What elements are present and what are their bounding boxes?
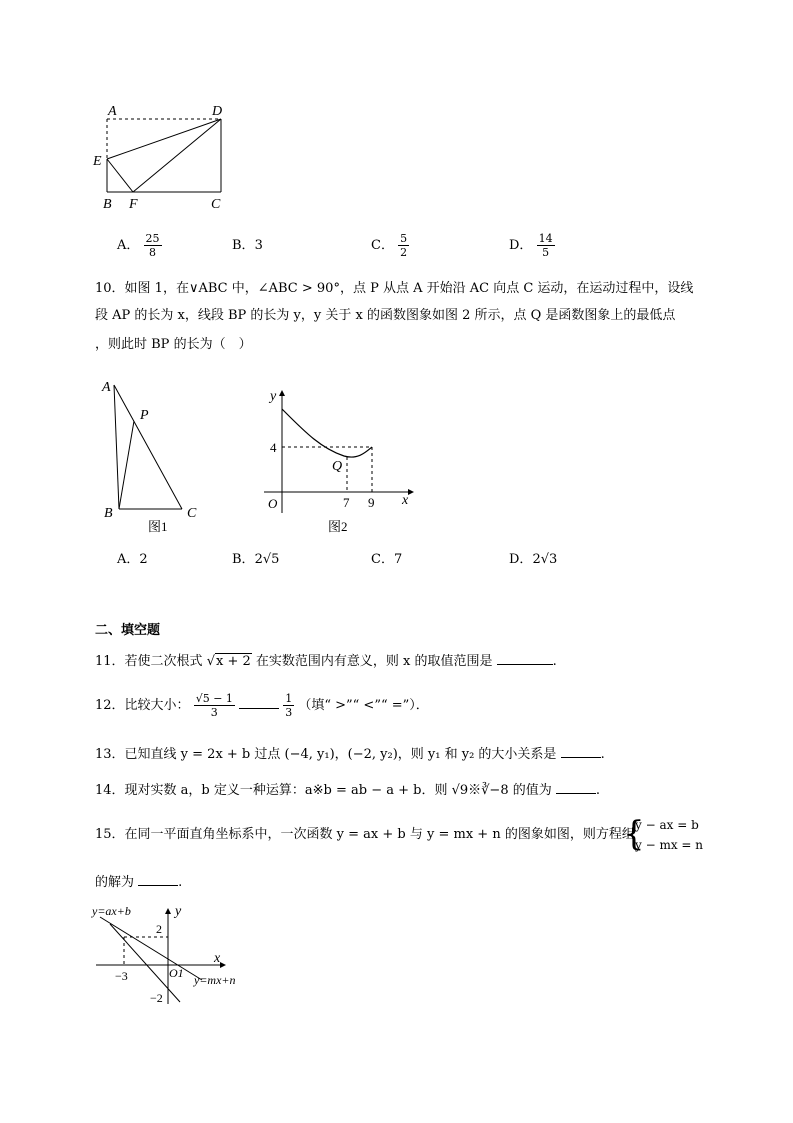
q15-line-2 [95,873,182,892]
q11-text-post: 在实数范围内有意义，则 x 的取值范围是 [255,654,493,669]
q11-text-pre: 11．若使二次根式 [95,654,203,669]
q9-option-a[interactable] [117,232,162,259]
answer-blank[interactable] [138,873,178,886]
equation-system [623,815,703,855]
option-letter: C． [371,552,394,567]
numerator: √5 − 1 [195,692,233,705]
segment-ed [107,119,221,159]
option-letter: D． [509,238,533,253]
line-mx-plus-n [110,924,180,1002]
q10-option-b[interactable] [232,551,279,569]
q11-end: . [552,654,557,669]
system-brace: { [623,814,645,854]
x-axis-arrow [220,962,226,968]
q10-line-2: 段 AP 的长为 x，线段 BP 的长为 y，y 关于 x 的函数图象如图 2 所示，点 Q 是函数图象上的最低点 [95,308,676,323]
option-value: 3 [254,238,263,253]
q12-text-pre: 12．比较大小： [95,698,190,713]
option-letter: A． [117,552,140,567]
label-d: D [212,104,223,119]
fraction [398,232,409,259]
function-curve [282,409,372,457]
segment-fd [133,119,221,192]
option-value: 2 [139,552,148,567]
label-f: F [129,197,138,212]
q15-end: . [178,875,183,890]
tick-7: 7 [343,495,350,510]
option-letter: B． [232,552,255,567]
q12-text-post: （填“ >”“ <”“ =”）． [298,698,429,713]
answer-blank[interactable] [556,781,596,794]
radical: √x + 2 [206,654,251,669]
q14-text: 14．现对实数 a，b 定义一种运算：a※b = ab − a + b．则 √9※∛−8 的值为 [95,783,552,798]
label-b: B [104,506,113,521]
q12-line [95,690,429,722]
option-letter: D． [509,552,533,567]
caption-fig2: 图2 [328,519,348,534]
q10-option-c[interactable] [371,551,402,569]
tick-neg2: −2 [150,991,163,1005]
fraction-left [194,692,235,719]
caption-fig1: 图1 [148,519,168,534]
denominator: 3 [210,706,218,719]
fraction [537,232,555,259]
label-b: B [103,197,112,212]
label-x: x [402,493,409,508]
q9-option-d[interactable] [509,232,555,259]
segment-bp [119,421,134,509]
option-letter: A． [117,238,140,253]
denominator: 2 [400,246,408,259]
answer-blank[interactable] [239,696,279,709]
numerator: 25 [145,232,160,245]
segment-ac [114,385,182,509]
q10-option-a[interactable] [117,551,148,569]
numerator: 5 [400,232,408,245]
q14-end: . [595,783,601,798]
section-title-fill-blank: 二、填空题 [95,623,161,638]
option-value: 2√5 [254,552,280,567]
q10-line-1: 10．如图 1，在∨ABC 中，∠ABC > 90°，点 P 从点 A 开始沿 AC 向点 C 运动，在运动过程中，设线 [95,281,694,296]
option-letter: B． [232,238,255,253]
option-letter: C． [371,238,394,253]
tick-neg3: −3 [115,969,128,983]
q11-line [95,652,557,671]
tick-4: 4 [270,440,277,455]
figure-q10-fig2-graph [258,380,418,540]
figure-q10-fig1-triangle [98,376,208,536]
label-q: Q [332,459,343,474]
option-value: 2√3 [532,552,558,567]
q15-line-1: 15．在同一平面直角坐标系中，一次函数 y = ax + b 与 y = mx + n 的图象如图，则方程组 [95,827,635,842]
label-p: P [140,408,149,423]
label-c: C [211,197,221,212]
q10-line-3: ，则此时 BP 的长为（ ） [95,337,252,352]
fraction [144,232,162,259]
label-origin: O [268,496,278,511]
label-o1: O1 [169,966,184,980]
fraction-right [283,692,294,719]
label-e: E [93,154,102,169]
segment-ab [114,385,119,509]
tick-2: 2 [156,922,162,936]
label-c: C [187,506,197,521]
label-y: y [270,389,277,404]
y-axis-arrow [279,390,285,396]
x-axis-arrow [408,489,414,495]
denominator: 5 [542,246,550,259]
numerator: 14 [538,232,553,245]
option-value: 7 [393,552,403,567]
segment-ef [107,159,133,192]
label-line-b: y=mx+n [194,973,236,987]
radicand: x + 2 [215,654,251,669]
equation-2: y − mx = n [635,838,704,852]
q14-line [95,781,600,800]
denominator: 8 [149,246,157,259]
figure-q9-rectangle [90,100,240,215]
answer-blank[interactable] [561,745,601,758]
figure-q15-graph [90,898,260,1013]
denominator: 3 [285,706,293,719]
label-line-a: y=ax+b [92,904,131,918]
equation-1: y − ax = b [635,818,699,832]
y-axis-arrow [165,908,171,914]
label-a: A [108,104,117,119]
label-a: A [102,380,111,395]
answer-blank[interactable] [497,652,553,665]
q15-text-2: 的解为 [95,875,135,890]
label-x: x [214,951,221,966]
label-y: y [175,904,182,919]
q9-option-c[interactable] [371,232,409,259]
q9-option-b[interactable] [232,237,263,255]
q13-end: . [600,747,605,762]
q10-option-d[interactable] [509,551,557,569]
q13-text: 13．已知直线 y = 2x + b 过点 (−4, y₁)，(−2, y₂)，则 y₁ 和 y₂ 的大小关系是 [95,747,557,762]
q13-line [95,745,605,764]
tick-9: 9 [368,495,375,510]
numerator: 1 [285,692,293,705]
